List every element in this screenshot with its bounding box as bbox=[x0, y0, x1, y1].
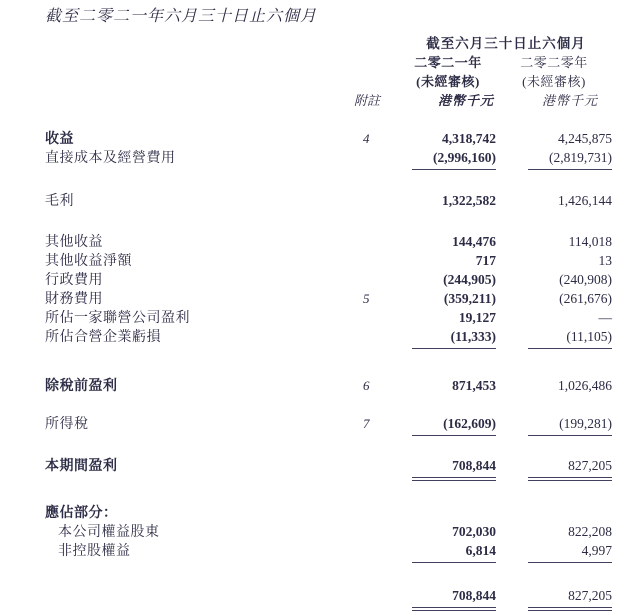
row-label: 直接成本及經營費用 bbox=[45, 151, 176, 166]
value-2021: 4,318,742 bbox=[442, 131, 496, 146]
currency-unit-2021: 港幣千元 bbox=[437, 93, 494, 108]
row-label: 非控股權益 bbox=[58, 544, 131, 559]
value-2020: 4,245,875 bbox=[558, 131, 612, 146]
header-audit-row bbox=[45, 72, 612, 91]
table-row-revenue bbox=[45, 130, 612, 149]
row-label: 本期間盈利 bbox=[45, 459, 118, 474]
table-row-finance-costs bbox=[45, 290, 612, 309]
row-label: 所佔一家聯營公司盈利 bbox=[45, 311, 190, 326]
year-2020-header: 二零二零年 bbox=[520, 55, 588, 70]
value-2020: — bbox=[598, 310, 612, 325]
row-label: 其他收益淨額 bbox=[45, 254, 132, 269]
value-2020: 827,205 bbox=[528, 587, 612, 611]
value-2020: (240,908) bbox=[559, 272, 612, 287]
table-row-other-net-gains bbox=[45, 252, 612, 271]
value-2020: 827,205 bbox=[528, 457, 612, 481]
value-2021: 144,476 bbox=[452, 234, 496, 249]
value-2020: 13 bbox=[598, 253, 612, 268]
page-title: 截至二零二一年六月三十日止六個月 bbox=[45, 8, 318, 25]
value-2021: (359,211) bbox=[443, 291, 496, 306]
unaudited-2020-label: (未經審核) bbox=[522, 74, 586, 89]
header-year-row bbox=[45, 53, 612, 72]
value-2021: 6,814 bbox=[412, 542, 496, 563]
unaudited-2021-label: (未經審核) bbox=[416, 74, 480, 89]
value-2021: 1,322,582 bbox=[442, 193, 496, 208]
table-row-attributable-heading bbox=[45, 505, 612, 523]
table-row-profit-before-tax bbox=[45, 377, 612, 396]
value-2021: 871,453 bbox=[452, 378, 496, 393]
value-2021: (162,609) bbox=[412, 415, 496, 436]
note-column-header: 附註 bbox=[354, 93, 381, 108]
note-ref: 4 bbox=[363, 131, 370, 146]
row-label: 其他收益 bbox=[45, 235, 103, 250]
table-row-total bbox=[45, 587, 612, 611]
table-row-other-income bbox=[45, 233, 612, 252]
value-2021: (244,905) bbox=[443, 272, 496, 287]
period-header: 截至六月三十日止六個月 bbox=[426, 36, 586, 51]
table-header bbox=[45, 34, 612, 110]
value-2020: 114,018 bbox=[568, 234, 612, 249]
table-row-gross-profit bbox=[45, 192, 612, 211]
table-row-equity-shareholders bbox=[45, 523, 612, 542]
row-label: 本公司權益股東 bbox=[58, 525, 160, 540]
value-2020: 822,208 bbox=[568, 524, 612, 539]
row-label: 應佔部分： bbox=[45, 506, 118, 521]
value-2020: (261,676) bbox=[559, 291, 612, 306]
value-2020: (199,281) bbox=[528, 415, 612, 436]
row-label: 財務費用 bbox=[45, 292, 103, 307]
header-unit-row bbox=[45, 91, 612, 110]
value-2021: (2,996,160) bbox=[412, 149, 496, 170]
table-row-share-jv-losses bbox=[45, 328, 612, 349]
income-statement-table bbox=[45, 130, 612, 611]
value-2021: (11,333) bbox=[412, 328, 496, 349]
value-2020: (2,819,731) bbox=[528, 149, 612, 170]
value-2021: 708,844 bbox=[412, 587, 496, 611]
currency-unit-2020: 港幣千元 bbox=[541, 93, 598, 108]
note-ref: 5 bbox=[363, 291, 370, 306]
table-row-admin-expenses bbox=[45, 271, 612, 290]
table-row-non-controlling-interests bbox=[45, 542, 612, 563]
row-label: 毛利 bbox=[45, 194, 74, 209]
value-2021: 717 bbox=[475, 253, 496, 268]
value-2021: 708,844 bbox=[412, 457, 496, 481]
table-row-profit-for-period bbox=[45, 457, 612, 481]
value-2020: 4,997 bbox=[528, 542, 612, 563]
value-2021: 702,030 bbox=[452, 524, 496, 539]
row-label: 所佔合營企業虧損 bbox=[45, 330, 161, 345]
note-ref: 7 bbox=[363, 416, 370, 431]
note-ref: 6 bbox=[363, 378, 370, 393]
row-label: 所得稅 bbox=[45, 417, 89, 432]
row-label: 收益 bbox=[45, 132, 74, 147]
year-2021-header: 二零二一年 bbox=[414, 55, 482, 70]
table-row-income-tax bbox=[45, 415, 612, 436]
value-2020: (11,105) bbox=[528, 328, 612, 349]
table-row-direct-costs bbox=[45, 149, 612, 170]
value-2020: 1,026,486 bbox=[558, 378, 612, 393]
value-2021: 19,127 bbox=[458, 310, 496, 325]
row-label: 除稅前盈利 bbox=[45, 379, 118, 394]
row-label: 行政費用 bbox=[45, 273, 103, 288]
table-row-share-associate-profit bbox=[45, 309, 612, 328]
header-period-row bbox=[45, 34, 612, 53]
value-2020: 1,426,144 bbox=[558, 193, 612, 208]
